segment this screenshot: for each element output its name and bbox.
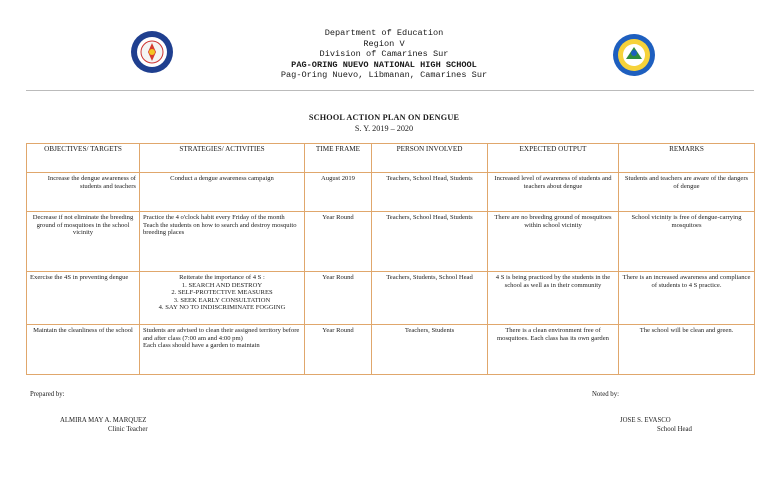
strategy-line: Each class should have a garden to maintain [143, 342, 260, 350]
persons-cell: Teachers, Students [372, 325, 488, 375]
time-frame-cell: Year Round [305, 325, 372, 375]
strategy-cell [140, 212, 305, 272]
noted-by-label: Noted by: [592, 391, 619, 398]
strategy-line: Teach the students on how to search and destroy mosquito breeding places [143, 221, 297, 237]
header-department: Department of Education [324, 28, 444, 38]
remarks-cell: School vicinity is free of dengue-carrying mosquitoes [619, 212, 755, 272]
expected-output-cell: 4 S is being practiced by the students in the school as well as in their community [488, 272, 619, 325]
table-row [27, 325, 755, 375]
school-year: S. Y. 2019 – 2020 [354, 124, 414, 133]
header-divider [26, 90, 754, 91]
strategy-cell [140, 173, 305, 212]
document-title: SCHOOL ACTION PLAN ON DENGUE [308, 113, 460, 122]
strategy-cell [140, 272, 305, 325]
strategy-line: Conduct a dengue awareness campaign [170, 175, 274, 182]
expected-output-cell: There is a clean environment free of mosquitoes. Each class has its own garden [488, 325, 619, 375]
strategy-line: 1. SEARCH AND DESTROY [181, 281, 263, 289]
strategy-line: Reiterate the importance of 4 S : [179, 274, 265, 281]
expected-output-cell: There are no breeding ground of mosquitoes within school vicinity [488, 212, 619, 272]
header-school-name: PAG-ORING NUEVO NATIONAL HIGH SCHOOL [291, 59, 477, 70]
strategy-line: 2. SELF-PROTECTIVE MEASURES [171, 289, 273, 297]
remarks-cell: There is an increased awareness and compliance of students to 4 S practice. [619, 272, 755, 325]
noted-by-title: School Head [657, 426, 692, 433]
table-header-row [27, 144, 755, 173]
prepared-by-title: Clinic Teacher [108, 426, 148, 433]
prepared-by-label: Prepared by: [30, 391, 65, 398]
column-header: STRATEGIES/ ACTIVITIES [140, 144, 305, 173]
persons-cell: Teachers, School Head, Students [372, 212, 488, 272]
expected-output-cell: Increased level of awareness of students and teachers about dengue [488, 173, 619, 212]
persons-cell: Teachers, School Head, Students [372, 173, 488, 212]
remarks-cell: The school will be clean and green. [619, 325, 755, 375]
remarks-cell: Students and teachers are aware of the dangers of dengue [619, 173, 755, 212]
strategy-line: Practice the 4 o'clock habit every Friday of the month [143, 214, 285, 221]
action-plan-table [26, 143, 755, 375]
noted-by-name: JOSE S. EVASCO [620, 417, 671, 424]
column-header: PERSON INVOLVED [372, 144, 488, 173]
document-header [0, 28, 768, 81]
objective-cell: Exercise the 4S in preventing dengue [27, 272, 140, 325]
objective-cell: Decrease if not eliminate the breeding ground of mosquitoes in the school vicinity [27, 212, 140, 272]
table-row [27, 212, 755, 272]
table-row [27, 272, 755, 325]
column-header: OBJECTIVES/ TARGETS [27, 144, 140, 173]
table-row [27, 173, 755, 212]
column-header: TIME FRAME [305, 144, 372, 173]
strategy-line: 4. SAY NO TO INDISCRIMINATE FOGGING [158, 304, 286, 312]
objective-cell: Maintain the cleanliness of the school [27, 325, 140, 375]
strategy-cell [140, 325, 305, 375]
header-region: Region V [363, 38, 405, 49]
header-address: Pag-Oring Nuevo, Libmanan, Camarines Sur [280, 70, 488, 81]
prepared-by-name: ALMIRA MAY A. MARQUEZ [60, 417, 147, 424]
time-frame-cell: August 2019 [305, 173, 372, 212]
strategy-line: 3. SEEK EARLY CONSULTATION [173, 296, 271, 304]
time-frame-cell: Year Round [305, 272, 372, 325]
strategy-line: Students are advised to clean their assigned territory before and after class (7:00 am and 4:00 pm) [143, 327, 300, 342]
objective-cell: Increase the dengue awareness of students and teachers [27, 173, 140, 212]
persons-cell: Teachers, Students, School Head [372, 272, 488, 325]
time-frame-cell: Year Round [305, 212, 372, 272]
header-division: Division of Camarines Sur [319, 49, 449, 60]
column-header: EXPECTED OUTPUT [488, 144, 619, 173]
column-header: REMARKS [619, 144, 755, 173]
